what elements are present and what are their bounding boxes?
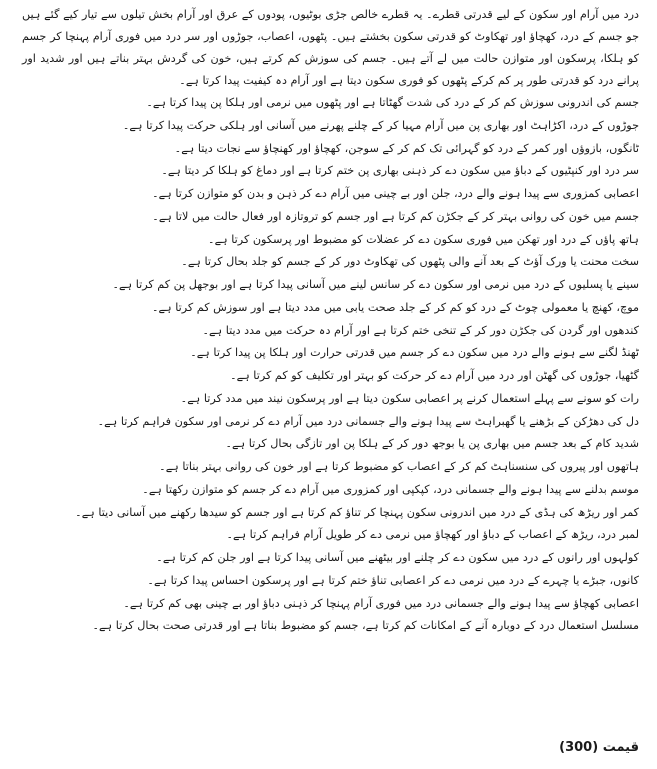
intro-paragraph: درد میں آرام اور سکون کے لیے قدرتی قطرے۔ یہ قطرے خالص جڑی بوٹیوں، پودوں کے عرق اور آرام بخش تیلوں سے تیار کیے گئے ہیں جو جسم کے درد، کھچاؤ اور تھکاوٹ کو قدرتی سکون بخشتے ہیں۔ پٹھوں، اعصاب، جوڑوں اور سر درد میں فوری آرام پہنچا کر جسم کو ہلکا، پرسکون اور متوازن حالت میں لے آتے ہیں۔ جسم کی سوزش کم کرتے ہیں، خون کی گردش بہتر بناتے ہیں اور شدید اور پرانے درد کو قدرتی طور پر کم کرکے پٹھوں کو فوری سکون دیتا ہے اور آرام دہ کیفیت پیدا کرتا ہے۔ bbox=[22, 8, 639, 87]
list-item: لمبر درد، ریڑھ کے اعصاب کے دباؤ اور کھچاؤ میں نرمی دے کر طویل آرام فراہم کرتا ہے۔ bbox=[226, 528, 639, 542]
list-item: سخت محنت یا ورک آؤٹ کے بعد آنے والی پٹھوں کی تھکاوٹ دور کر کے جسم کو جلد بحال کرتا ہے۔ bbox=[181, 255, 639, 269]
list-item: کولہوں اور رانوں کے درد میں سکون دے کر چلنے اور بیٹھنے میں آسانی پیدا کرتا ہے اور جلن کم کرتا ہے۔ bbox=[156, 551, 639, 564]
list-item: ٹانگوں، بازوؤں اور کمر کے درد کو گہرائی تک کم کر کے سوجن، کھچاؤ اور کھنچاؤ سے نجات دیتا ہے۔ bbox=[174, 141, 639, 155]
list-item: کانوں، جبڑے یا چہرے کے درد میں نرمی دے کر اعصابی تناؤ ختم کرتا ہے اور پرسکون احساس پیدا کرتا ہے۔ bbox=[147, 573, 639, 587]
list-item: ہاتھوں اور پیروں کی سنسناہٹ کم کر کے اعصاب کو مضبوط کرتا ہے اور خون کی روانی بہتر بناتا ہے۔ bbox=[159, 460, 639, 473]
list-item: موچ، کھنچ یا معمولی چوٹ کے درد کو کم کر کے جلد صحت یابی میں مدد دیتا ہے اور سوزش کم کرتا ہے۔ bbox=[151, 300, 639, 314]
list-item: اعصابی کھچاؤ سے پیدا ہونے والے جسمانی درد میں فوری آرام پہنچا کر ذہنی دباؤ اور بے چینی بھی کم کرتا ہے۔ bbox=[123, 596, 639, 610]
list-item: سینے یا پسلیوں کے درد میں نرمی اور سکون دے کر سانس لینے میں آسانی پیدا کرتا ہے اور بوجھل پن کم کرتا ہے۔ bbox=[112, 278, 639, 291]
list-item: جسم کی اندرونی سوزش کم کر کے درد کی شدت گھٹاتا ہے اور پٹھوں میں نرمی اور ہلکا پن پیدا کرتا ہے۔ bbox=[146, 96, 639, 109]
list-item: ہاتھ پاؤں کے درد اور تھکن میں فوری سکون دے کر عضلات کو مضبوط اور پرسکون کرتا ہے۔ bbox=[208, 232, 639, 246]
list-item: کندھوں اور گردن کی جکڑن دور کر کے تنخی ختم کرتا ہے اور آرام دہ حرکت میں مدد دیتا ہے۔ bbox=[202, 323, 639, 337]
list-item: گٹھیا، جوڑوں کی گھٹن اور درد میں آرام دے کر حرکت کو بہتر اور تکلیف کو کم کرتا ہے۔ bbox=[230, 369, 639, 382]
list-item: جسم میں خون کی روانی بہتر کر کے جکڑن کم کرتا ہے اور جسم کو تروتازہ اور فعال حالت میں لاتا ہے۔ bbox=[152, 209, 639, 223]
list-item: شدید کام کے بعد جسم میں بھاری پن یا بوجھ دور کر کے ہلکا پن اور تازگی بحال کرتا ہے۔ bbox=[225, 437, 639, 451]
benefits-list bbox=[0, 92, 639, 638]
list-item: اعصابی کمزوری سے پیدا ہونے والے درد، جلن اور بے چینی میں آرام دے کر ذہن و بدن کو متوازن کرتا ہے۔ bbox=[152, 187, 639, 200]
list-item: رات کو سونے سے پہلے استعمال کرنے پر اعصابی سکون دیتا ہے اور پرسکون نیند میں مدد کرتا ہے۔ bbox=[180, 391, 639, 405]
list-item: مسلسل استعمال درد کے دوبارہ آنے کے امکانات کم کرتا ہے، جسم کو مضبوط بناتا ہے اور قدرتی صحت بحال کرتا ہے۔ bbox=[92, 619, 639, 633]
list-item: کمر اور ریڑھ کی ہڈی کے درد میں اندرونی سکون پہنچا کر تناؤ کم کرتا ہے اور جسم کو سیدھا رکھنے میں آسانی دیتا ہے۔ bbox=[75, 505, 639, 519]
price-label: قیمت (300) bbox=[559, 740, 639, 755]
list-item: جوڑوں کے درد، اکڑاہٹ اور بھاری پن میں آرام مہیا کر کے چلنے پھرنے میں آسانی اور ہلکی حرکت پیدا کرتا ہے۔ bbox=[122, 118, 639, 132]
list-item: سر درد اور کنپٹیوں کے دباؤ میں سکون دے کر ذہنی بھاری پن ختم کرتا ہے اور دماغ کو ہلکا کر دیتا ہے۔ bbox=[161, 164, 639, 178]
list-item: ٹھنڈ لگنے سے ہونے والے درد میں سکون دے کر جسم میں قدرتی حرارت اور ہلکا پن پیدا کرتا ہے۔ bbox=[190, 346, 639, 360]
list-item: دل کی دھڑکن کے بڑھنے یا گھبراہٹ سے پیدا ہونے والے جسمانی درد میں آرام دے کر نرمی اور سکون فراہم کرتا ہے۔ bbox=[97, 414, 639, 428]
list-item: موسم بدلنے سے پیدا ہونے والے جسمانی درد، کپکپی اور کمزوری میں آرام دے کر جسم کو متوازن رکھتا ہے۔ bbox=[142, 482, 639, 496]
